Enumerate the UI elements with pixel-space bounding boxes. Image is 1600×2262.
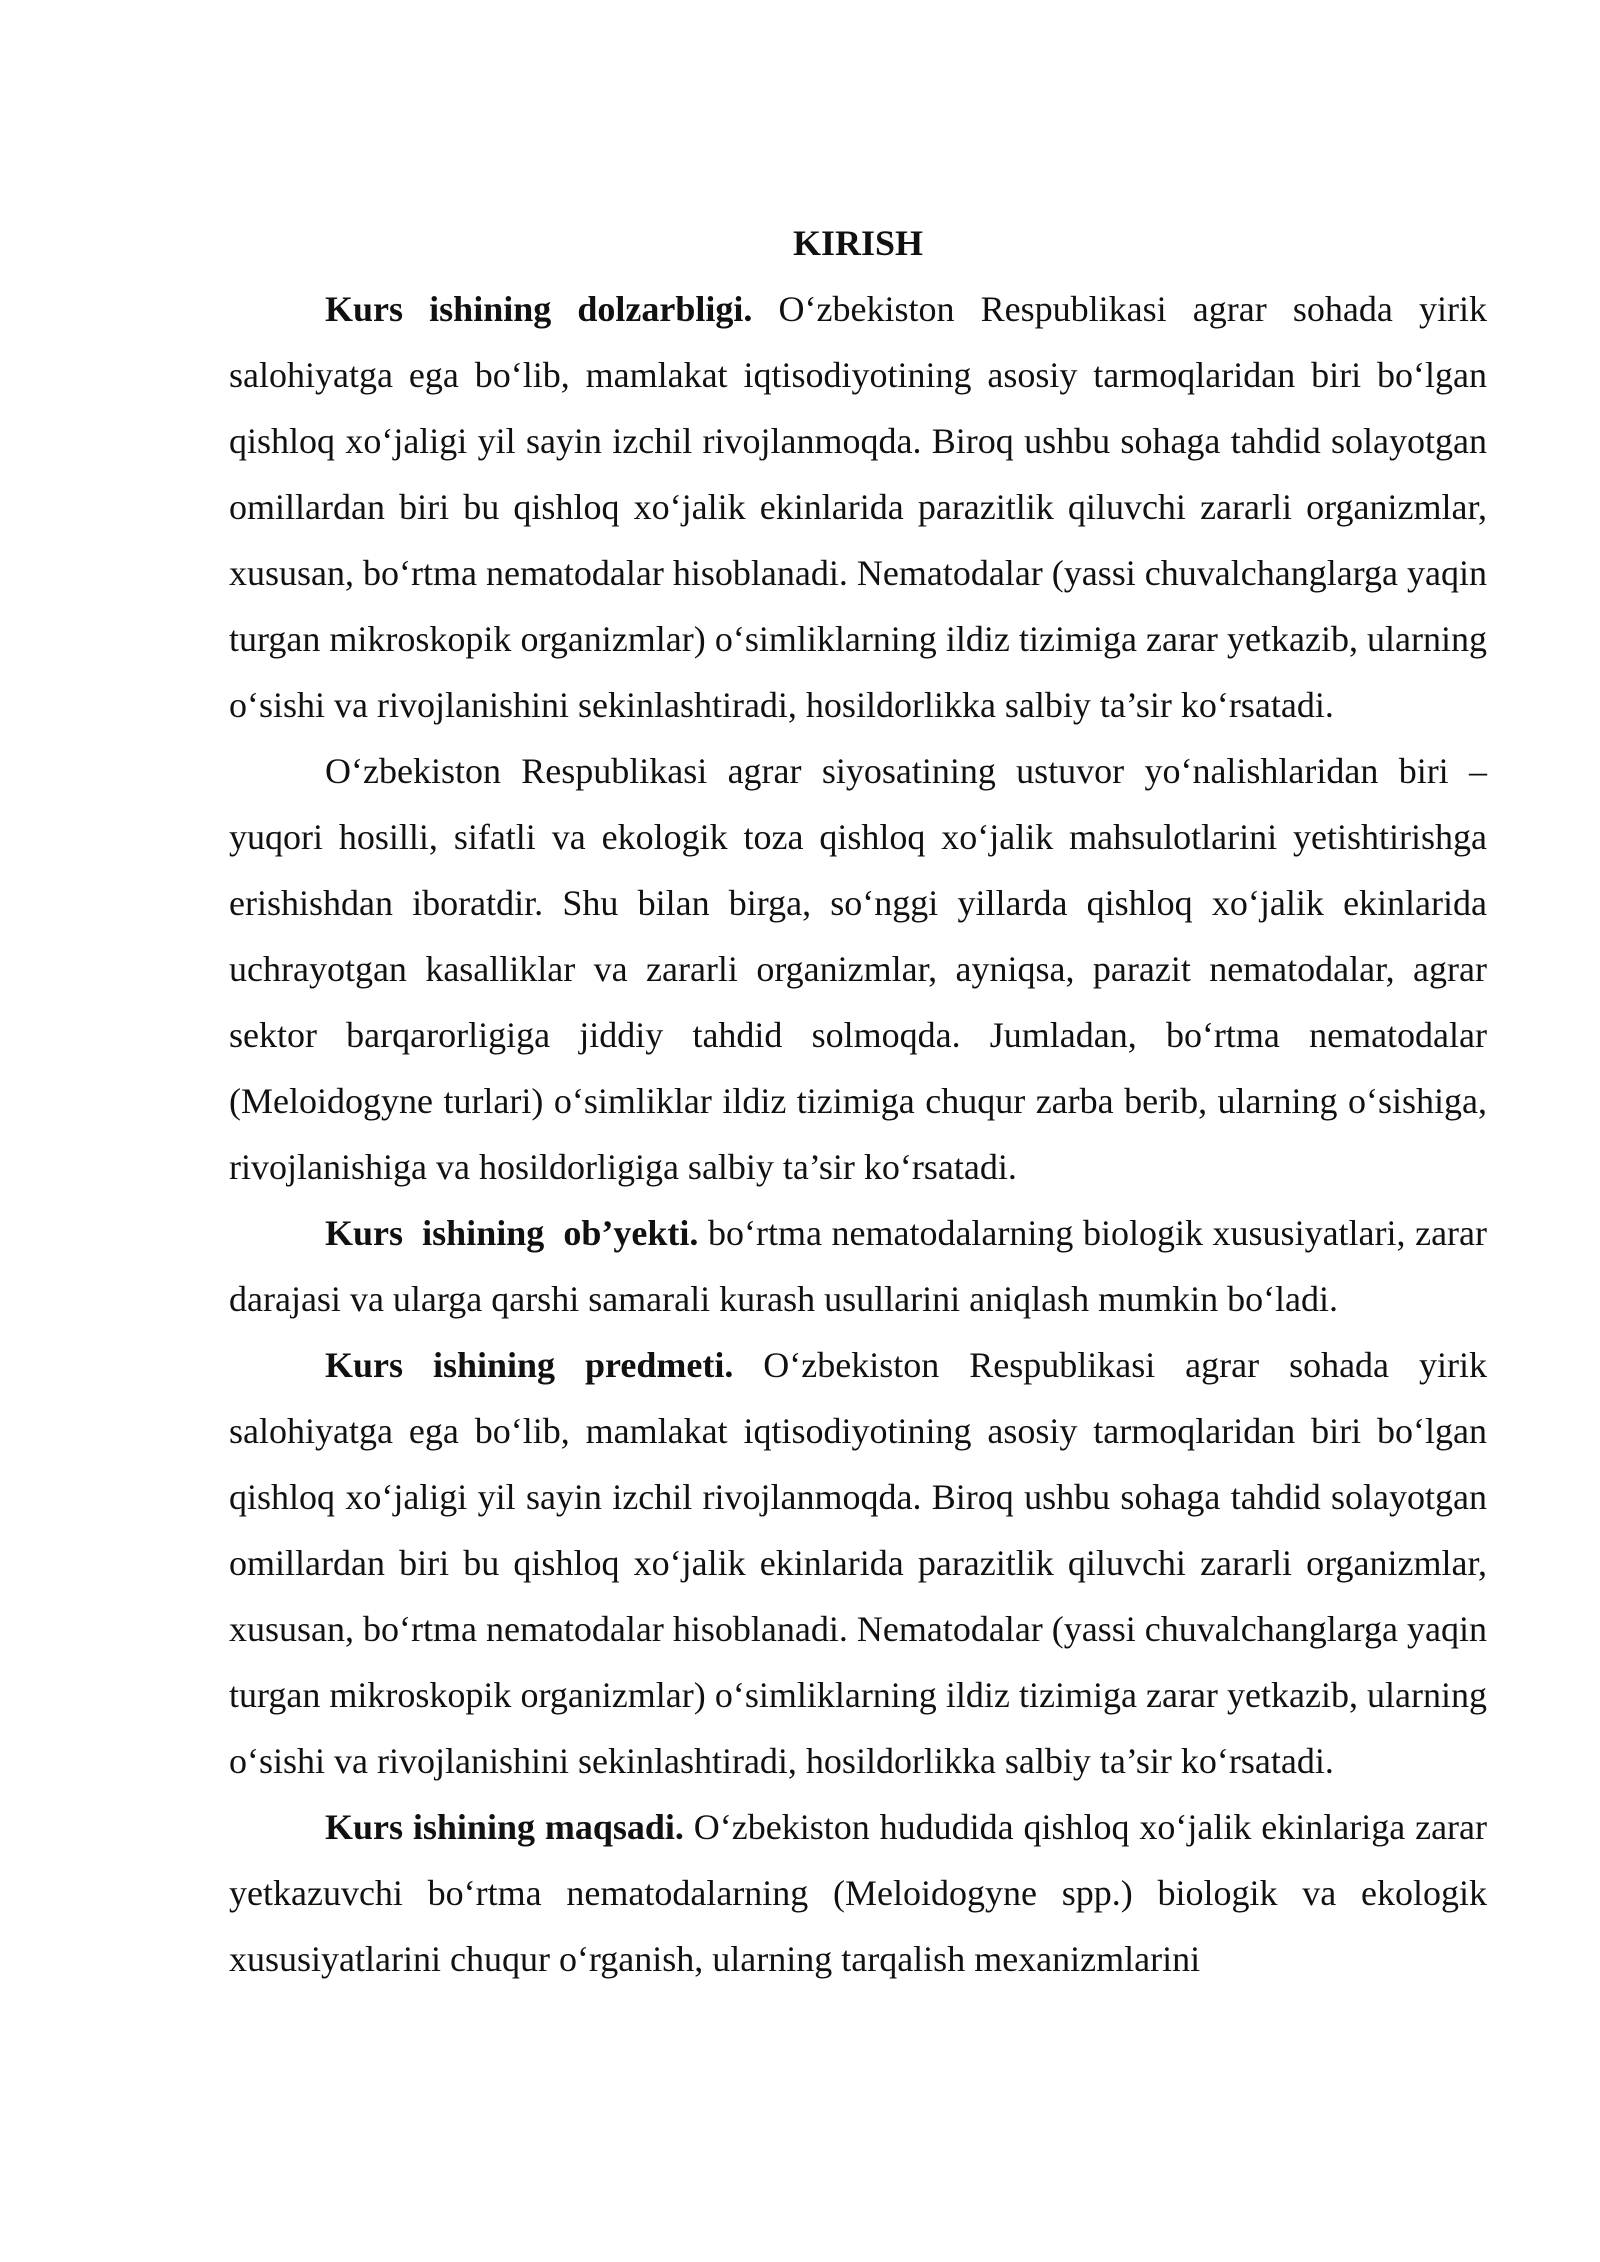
paragraph-text: bo‘rtma nematodalarning biologik xususiyatlari, zarar darajasi va ularga qarshi samarali kurash usullarini aniqlash mumkin bo‘ladi. (229, 1213, 1488, 1319)
paragraph-dolzarbligi (229, 276, 1487, 738)
paragraph-agrar-siyosat (229, 738, 1487, 1200)
paragraph-lead: Kurs ishining dolzarbligi. (325, 289, 753, 329)
paragraph-obyekti (229, 1200, 1487, 1332)
paragraph-lead: Kurs ishining predmeti. (325, 1345, 734, 1385)
paragraph-text: O‘zbekiston Respublikasi agrar sohada yirik salohiyatga ega bo‘lib, mamlakat iqtisodiyotining asosiy tarmoqlaridan biri bo‘lgan qishloq xo‘jaligi yil sayin izchil rivojlanmoqda. Biroq ushbu sohaga tahdid solayotgan omillardan biri bu qishloq xo‘jalik ekinlarida parazitlik qiluvchi zararli organizmlar, xususan, bo‘rtma nematodalar hisoblanadi. Nematodalar (yassi chuvalchanglarga yaqin turgan mikroskopik organizmlar) o‘simliklarning ildiz tizimiga zarar yetkazib, ularning o‘sishi va rivojlanishini sekinlashtiradi, hosildorlikka salbiy ta’sir ko‘rsatadi. (229, 289, 1487, 725)
paragraph-predmeti (229, 1332, 1487, 1794)
section-title: KIRISH (792, 223, 924, 263)
paragraph-text: O‘zbekiston Respublikasi agrar sohada yirik salohiyatga ega bo‘lib, mamlakat iqtisodiyotining asosiy tarmoqlaridan biri bo‘lgan qishloq xo‘jaligi yil sayin izchil rivojlanmoqda. Biroq ushbu sohaga tahdid solayotgan omillardan biri bu qishloq xo‘jalik ekinlarida parazitlik qiluvchi zararli organizmlar, xususan, bo‘rtma nematodalar hisoblanadi. Nematodalar (yassi chuvalchanglarga yaqin turgan mikroskopik organizmlar) o‘simliklarning ildiz tizimiga zarar yetkazib, ularning o‘sishi va rivojlanishini sekinlashtiradi, hosildorlikka salbiy ta’sir ko‘rsatadi. (229, 1345, 1487, 1781)
paragraph-lead: Kurs ishining ob’yekti. (325, 1213, 699, 1253)
paragraph-lead: Kurs ishining maqsadi. (325, 1807, 684, 1847)
paragraph-text: O‘zbekiston Respublikasi agrar siyosatining ustuvor yo‘nalishlaridan biri – yuqori hosilli, sifatli va ekologik toza qishloq xo‘jalik mahsulotlarini yetishtirishga erishishdan iboratdir. Shu bilan birga, so‘nggi yillarda qishloq xo‘jalik ekinlarida uchrayotgan kasalliklar va zararli organizmlar, ayniqsa, parazit nematodalar, agrar sektor barqarorligiga jiddiy tahdid solmoqda. Jumladan, bo‘rtma nematodalar (Meloidogyne turlari) o‘simliklar ildiz tizimiga chuqur zarba berib, ularning o‘sishiga, rivojlanishiga va hosildorligiga salbiy ta’sir ko‘rsatadi. (229, 751, 1487, 1187)
document-page (229, 210, 1487, 1992)
paragraph-text: O‘zbekiston hududida qishloq xo‘jalik ekinlariga zarar yetkazuvchi bo‘rtma nematodalarning (Meloidogyne spp.) biologik va ekologik xususiyatlarini chuqur o‘rganish, ularning tarqalish mexanizmlarini (229, 1807, 1488, 1979)
paragraph-maqsadi (229, 1794, 1487, 1992)
